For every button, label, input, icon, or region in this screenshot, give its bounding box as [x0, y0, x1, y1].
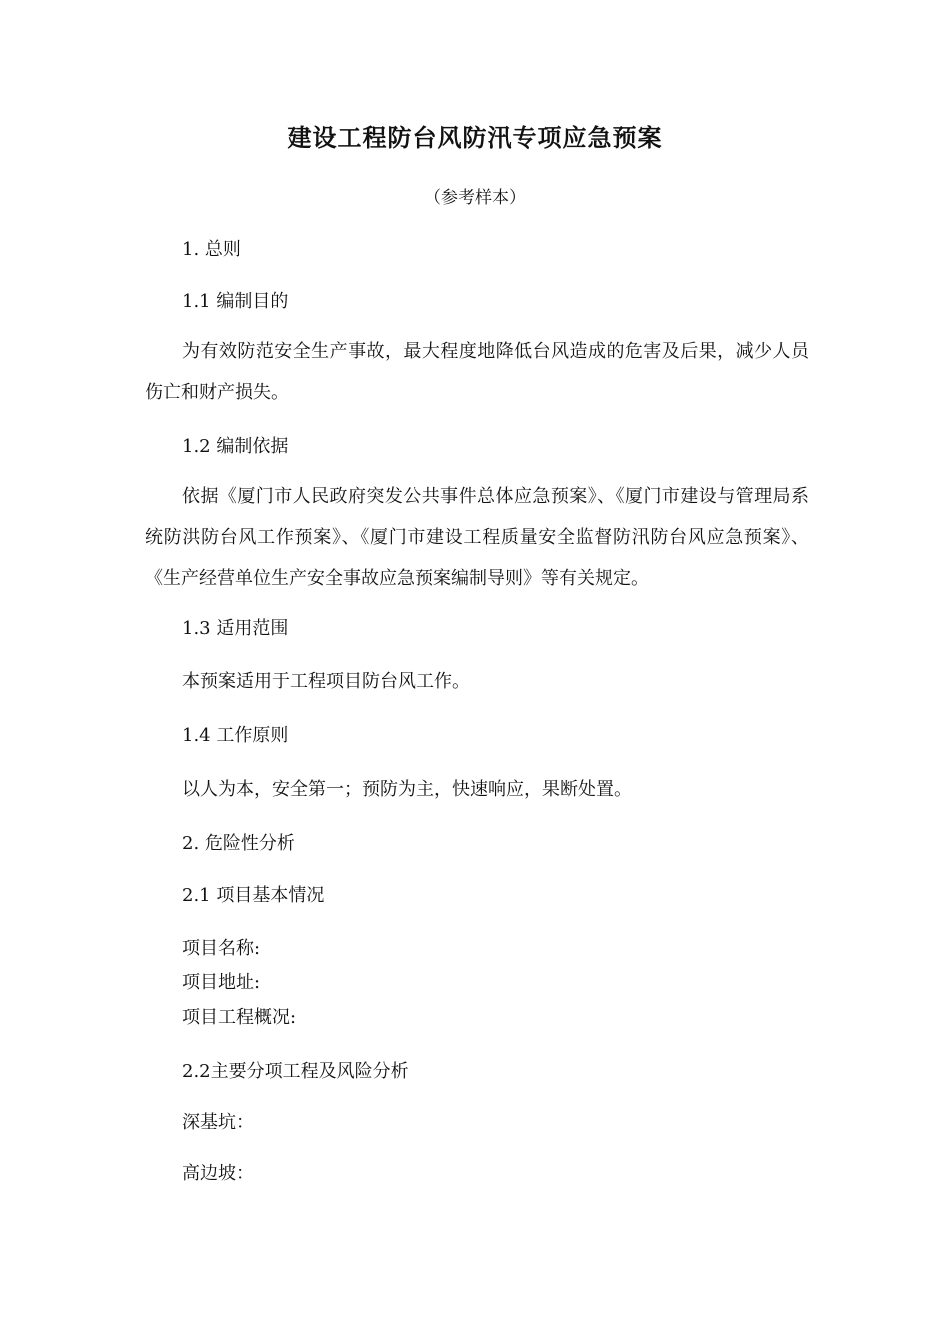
section-heading-risk-analysis: 2. 危险性分析 [182, 833, 295, 854]
subsection-heading-basis: 1.2 编制依据 [182, 436, 289, 457]
subsection-heading-main-works: 2.2主要分项工程及风险分析 [182, 1061, 409, 1082]
document-subtitle: （参考样本） [424, 188, 526, 208]
field-project-address: 项目地址: [182, 972, 261, 993]
paragraph-purpose: 为有效防范安全生产事故，最大程度地降低台风造成的危害及后果，减少人员伤亡和财产损失。 [145, 341, 809, 403]
field-project-name: 项目名称: [182, 938, 261, 959]
section-heading-general: 1. 总则 [182, 239, 241, 260]
subsection-heading-scope: 1.3 适用范围 [182, 618, 289, 639]
paragraph-scope: 本预案适用于工程项目防台风工作。 [182, 671, 470, 692]
field-project-overview: 项目工程概况: [182, 1007, 297, 1028]
document-title: 建设工程防台风防汛专项应急预案 [287, 123, 663, 152]
item-deep-pit: 深基坑： [182, 1112, 254, 1133]
subsection-heading-purpose: 1.1 编制目的 [182, 291, 289, 312]
paragraph-principles: 以人为本，安全第一；预防为主，快速响应，果断处置。 [182, 779, 632, 800]
subsection-heading-project-info: 2.1 项目基本情况 [182, 885, 325, 906]
paragraph-basis: 依据《厦门市人民政府突发公共事件总体应急预案》、《厦门市建设与管理局系统防洪防台风工作预案》、《厦门市建设工程质量安全监督防汛防台风应急预案》、《生产经营单位生产安全事故应急预案编制导则》等有关规定。 [145, 486, 809, 589]
item-high-slope: 高边坡： [182, 1163, 254, 1184]
subsection-heading-principles: 1.4 工作原则 [182, 725, 289, 746]
